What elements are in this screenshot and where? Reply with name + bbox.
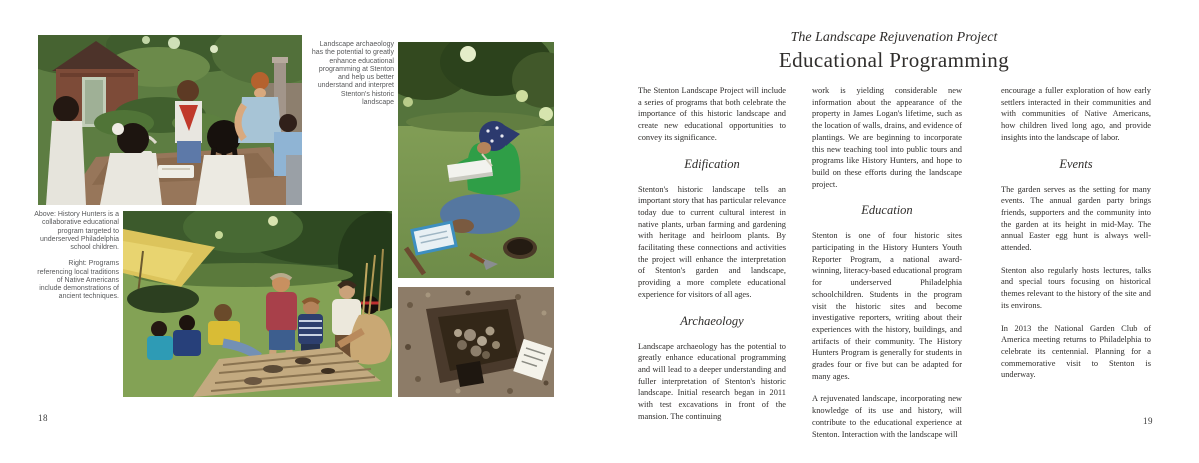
education-paragraph-1: Stenton is one of four historic sites participating in the History Hunters Youth Reporter Program, a national award-winning, literacy-based educational program for underserved Philadelphia schoolchildren. Students in the program visit the historic sites and become investigative reporters, writing about their experiences with the history, buildings, and artifacts of their community. The History Hunters Program is generally for students in grades four or five but can be adapted for many ages.	[812, 231, 962, 381]
youth-reporter-photo	[398, 42, 554, 278]
caption-above-text: Above: History Hunters is a collaborative educational program targeted to underserved Philadelphia school children.	[34, 211, 119, 251]
page-number-right: 19	[1143, 416, 1153, 426]
section-heading-education: Education	[861, 203, 913, 218]
project-title: The Landscape Rejuvenation Project	[790, 30, 998, 45]
archaeology-continued-paragraph: work is yielding considerable new information about the appearance of the property in James Logan's lifetime, such as the location of walls, drains, and evidence of plantings. We are beginning to incorporate this new teaching tool into public tours and programs like History Hunters, and hope to build on these efforts during the landscape project.	[812, 86, 963, 189]
education-paragraph-2: A rejuvenated landscape, incorporating new knowledge of its use and history, will contribute to the educational experience at Stenton. Interaction with the landscape will	[812, 394, 962, 439]
text-column-2	[812, 85, 962, 451]
craft-table-photo-art	[38, 35, 302, 205]
edification-paragraph: Stenton's historic landscape tells an important story that has particular relevance today due to current cultural interest in native plants, urban farming and gardening with heritage and heirloom plants. By facilitating these connections and activities the project will enhance the interpretation of Stenton's garden and landscape, providing a more complete educational experience for visitors of all ages.	[638, 184, 786, 299]
caption-archaeology-text: Landscape archaeology has the potential to greatly enhance educational programming at Stenton and help us better understand and interpret Stenton's historic landscape	[311, 41, 394, 106]
chapter-title	[618, 30, 1170, 73]
youth-reporter-photo-art	[398, 42, 554, 278]
caption-right-text: Right: Programs referencing local traditions of Native Americans include demonstrations of ancient techniques.	[37, 260, 119, 301]
section-heading-events: Events	[1059, 156, 1093, 171]
text-column-3	[1001, 85, 1151, 392]
native-demonstration-photo-art	[123, 211, 392, 397]
page-title: Educational Programming	[778, 48, 1010, 72]
archaeology-paragraph: Landscape archaeology has the potential to greatly enhance educational programming and will lead to a deeper understanding and fuller interpretation of Stenton's historic landscape. Initial research began in 2011 with test excavations in front of the mansion. The continuing	[638, 341, 786, 421]
tree-canopy	[398, 42, 554, 132]
events-paragraph-2: Stenton also regularly hosts lectures, talks and special tours focusing on historical themes relevant to the history of the site and its environs.	[1001, 265, 1151, 310]
craft-table-photo	[38, 35, 302, 205]
page-number-left: 18	[38, 413, 48, 423]
excavation-pit-photo	[398, 287, 554, 397]
test-hole	[503, 237, 537, 259]
section-heading-archaeology: Archaeology	[680, 313, 744, 328]
events-paragraph-1: The garden serves as the setting for many events. The annual garden party brings friends, supporters and the community into the garden at its height in mid-May. The annual Easter egg hunt is always well-attended.	[1001, 184, 1151, 253]
education-continued-paragraph: encourage a fuller exploration of how early settlers interacted in their communities and with communities of Native Americans, how children lived long ago, and provide insights into the landscape of labor.	[1001, 86, 1151, 142]
intro-paragraph: The Stenton Landscape Project will include a series of programs that both celebrate the importance of this historic landscape and create new educational opportunities to convey its significance.	[638, 86, 786, 142]
native-demonstration-photo	[123, 211, 392, 397]
excavation-pit-photo-art	[398, 287, 554, 397]
caption-archaeology	[308, 41, 394, 115]
events-paragraph-3: In 2013 the National Garden Club of America meeting returns to Philadelphia to celebrate its centennial. Planning for a commemorative visit to Stenton is underway.	[1001, 323, 1151, 380]
caption-history-hunters	[34, 211, 119, 310]
text-column-1	[638, 85, 786, 433]
section-heading-edification: Edification	[684, 156, 740, 171]
